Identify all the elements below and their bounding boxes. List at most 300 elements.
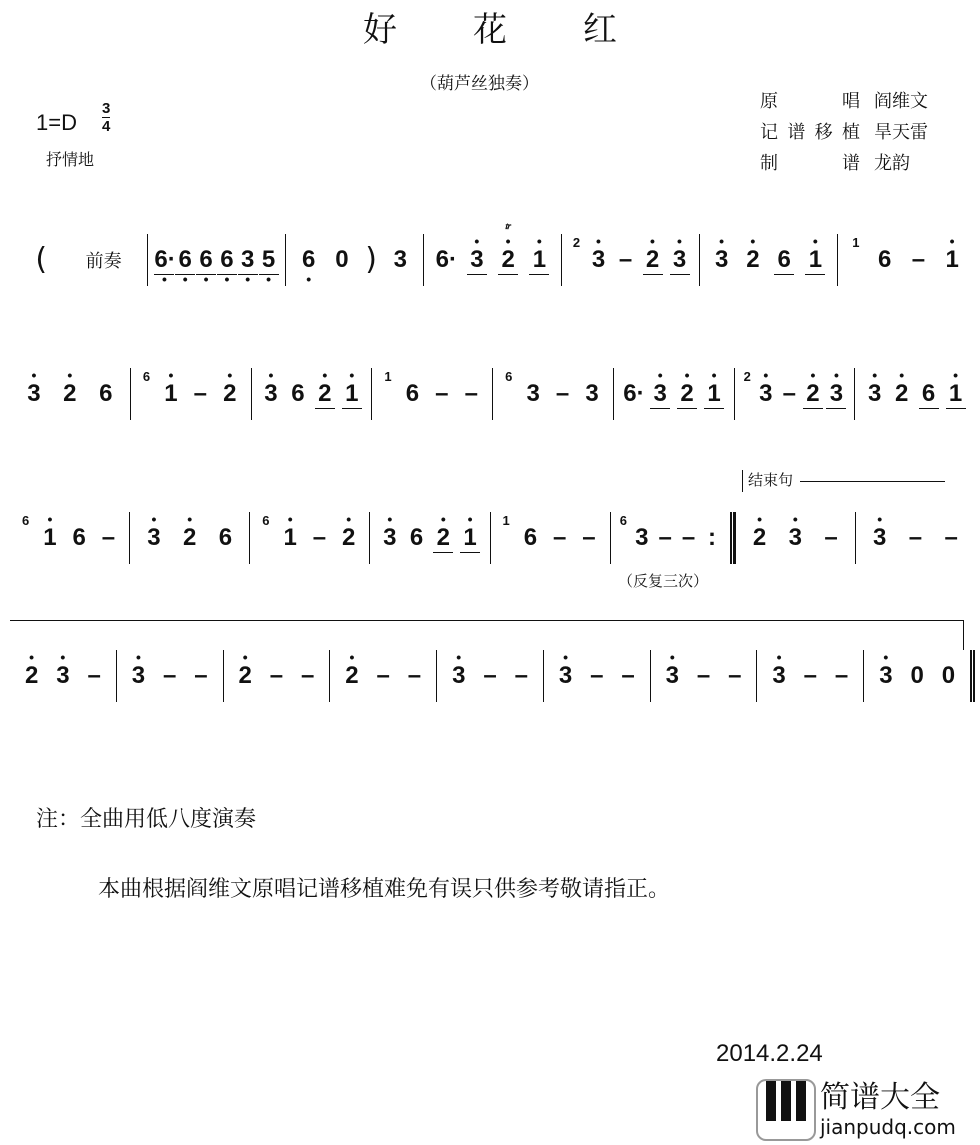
note: [523, 380, 543, 408]
piano-icon: [756, 1079, 816, 1141]
note-digit: 3: [672, 245, 687, 273]
note: [196, 245, 216, 287]
measure: [699, 234, 837, 286]
low-octave-dot: •: [266, 270, 271, 287]
note: [190, 380, 210, 408]
note: [299, 246, 319, 287]
high-octave-dot: •: [31, 367, 37, 383]
high-octave-dot: •: [242, 649, 248, 665]
trill-icon: 𝆖: [505, 220, 511, 232]
note-digit: 2: [223, 380, 237, 407]
note-digit: 2: [24, 662, 39, 689]
high-octave-dot: •: [650, 232, 655, 249]
note: [785, 511, 805, 552]
note-digit: –: [618, 246, 633, 273]
measure: [129, 512, 249, 564]
high-octave-dot: •: [677, 232, 682, 249]
high-octave-dot: •: [684, 366, 690, 383]
note-digit: 3: [653, 379, 667, 407]
note: [298, 662, 318, 690]
ending-bracket: [800, 481, 945, 482]
high-octave-dot: •: [792, 511, 798, 527]
measure: [854, 368, 975, 420]
measure: [650, 650, 757, 702]
note-digit: –: [824, 524, 838, 551]
credit-label: 原唱: [760, 91, 860, 112]
note: [800, 662, 820, 690]
note-digit: –: [555, 380, 570, 407]
measure: [837, 234, 975, 286]
note-digit: –: [312, 524, 327, 551]
high-octave-dot: •: [47, 511, 53, 527]
note-digit: 6: [218, 524, 233, 551]
key-signature: 1=D: [36, 110, 77, 135]
note: [217, 245, 237, 287]
note: [589, 233, 609, 274]
note-digit: 6: [72, 524, 86, 551]
note-digit: –: [621, 662, 635, 689]
note: [407, 524, 427, 552]
note: [175, 245, 195, 287]
note-digit: –: [590, 662, 604, 689]
note: [259, 245, 279, 287]
note-digit: 1: [707, 379, 721, 407]
note: [876, 649, 896, 690]
high-octave-dot: •: [349, 366, 355, 383]
high-octave-dot: •: [60, 649, 66, 665]
measure: [855, 512, 975, 564]
high-octave-dot: •: [474, 232, 480, 249]
note-digit: 5: [261, 245, 276, 273]
note-digit: 6: [777, 245, 791, 273]
logo-url: jianpudq.com: [820, 1115, 956, 1139]
note-digit: 2: [63, 380, 77, 407]
note-digit: 2: [645, 245, 660, 273]
note-digit: 2: [238, 662, 252, 689]
note: [53, 649, 73, 690]
high-octave-dot: •: [669, 649, 675, 665]
disclaimer: 本曲根据阎维文原唱记谱移植难免有误只供参考敬请指正。: [98, 877, 671, 902]
high-octave-dot: •: [899, 367, 905, 383]
note-digit: –: [911, 246, 926, 273]
credit-value: 龙韵: [874, 153, 910, 174]
grace-note: 1: [852, 235, 860, 250]
note: [40, 511, 60, 552]
note: [875, 246, 895, 274]
note-digit: 2: [182, 524, 197, 551]
high-octave-dot: •: [287, 511, 293, 527]
note-digit: –: [944, 524, 958, 551]
note-digit: 3: [241, 245, 255, 273]
note: [288, 380, 308, 408]
measure: [10, 368, 130, 420]
note: [180, 511, 200, 552]
note-digit: 3: [383, 524, 397, 551]
high-octave-dot: •: [467, 510, 473, 527]
measure: [329, 650, 436, 702]
note: [380, 511, 400, 552]
note: [235, 649, 255, 690]
note: [919, 380, 939, 409]
note: [339, 511, 359, 552]
measure: [423, 220, 561, 286]
measure: [543, 650, 650, 702]
date: 2014.2.24: [716, 1040, 823, 1067]
note-digit: 6·: [623, 380, 645, 407]
note-digit: 3: [585, 380, 599, 407]
note-digit: 6: [199, 245, 213, 273]
note-digit: –: [464, 380, 478, 407]
note: [803, 366, 823, 409]
high-octave-dot: •: [268, 367, 274, 383]
note-digit: 1: [532, 245, 547, 273]
measure: [436, 650, 543, 702]
high-octave-dot: •: [440, 510, 446, 527]
note: [390, 246, 410, 274]
high-octave-dot: •: [711, 366, 717, 383]
note: [650, 366, 670, 409]
note-digit: 3: [393, 246, 407, 273]
measure: [10, 512, 129, 564]
high-octave-dot: •: [657, 366, 663, 383]
note-digit: 3: [635, 524, 649, 551]
note: [579, 524, 599, 552]
note-digit: 3: [788, 524, 802, 551]
note: [892, 367, 912, 408]
note-digit: 1: [283, 524, 297, 551]
note: [84, 662, 104, 690]
credit-row: [760, 148, 928, 179]
note: [436, 246, 456, 274]
note: [154, 245, 176, 287]
note: [618, 662, 638, 690]
note-digit: 6: [291, 380, 305, 407]
measure: [492, 368, 613, 420]
high-octave-dot: •: [505, 232, 511, 249]
time-bottom: 4: [102, 118, 111, 135]
note: [315, 366, 335, 409]
credit-label: 制谱: [760, 153, 860, 174]
staff-line-4: [10, 650, 975, 702]
note: [643, 232, 663, 275]
measure: [371, 368, 492, 420]
note: [908, 246, 928, 274]
note-digit: –: [435, 380, 449, 407]
note-digit: –: [782, 380, 797, 407]
high-octave-dot: •: [67, 367, 73, 383]
note: [865, 367, 885, 408]
high-octave-dot: •: [776, 649, 782, 665]
note-digit: 1: [43, 524, 57, 551]
grace-note: 6: [619, 513, 627, 528]
high-octave-dot: •: [750, 233, 756, 249]
note-digit: 6: [409, 524, 424, 551]
note: [24, 367, 44, 408]
grace-note: 2: [743, 369, 751, 384]
note: [144, 511, 164, 552]
note: [215, 524, 235, 552]
score-title: [0, 2, 980, 51]
note: [750, 511, 770, 552]
note-digit: 2: [345, 662, 359, 689]
note-digit: 2: [752, 524, 767, 551]
note-digit: –: [376, 662, 390, 689]
note: [550, 524, 570, 552]
time-top: 3: [102, 100, 111, 117]
note-digit: 3: [759, 380, 773, 407]
staff-line-2: [10, 368, 975, 420]
high-octave-dot: •: [563, 649, 568, 665]
note-digit: 6: [99, 380, 113, 407]
credits: [760, 86, 928, 179]
low-octave-dot: •: [306, 271, 312, 287]
note: [160, 662, 180, 690]
note-digit: 3: [526, 380, 540, 407]
note-digit: –: [582, 524, 596, 551]
note: [702, 524, 722, 552]
note-digit: –: [696, 662, 711, 689]
high-octave-dot: •: [953, 366, 958, 383]
note: [821, 524, 841, 552]
note-digit: 6: [405, 380, 420, 407]
note: [467, 232, 487, 275]
note: [832, 662, 852, 690]
note: [342, 649, 362, 690]
note: [511, 662, 531, 690]
measure: [285, 234, 423, 286]
note-digit: 2: [501, 245, 515, 273]
time-signature: [102, 100, 110, 135]
note-digit: 3: [873, 524, 887, 551]
note: [694, 662, 714, 690]
note: [907, 662, 927, 690]
note-digit: 1: [463, 523, 477, 551]
note-digit: 2: [894, 380, 909, 407]
ending-bracket-end: [963, 620, 964, 650]
note: [280, 511, 300, 552]
measure: [147, 234, 285, 286]
note: [774, 246, 794, 275]
note: [655, 524, 675, 552]
high-octave-dot: •: [227, 367, 233, 383]
note-digit: :: [708, 524, 717, 551]
note: [161, 367, 181, 408]
note-digit: 6: [178, 245, 192, 273]
measure: [756, 650, 863, 702]
note: [98, 524, 118, 552]
note-digit: –: [483, 662, 497, 689]
note: [805, 232, 825, 275]
note: [432, 380, 452, 408]
note: [679, 524, 699, 552]
note-digit: 2: [806, 379, 820, 407]
credit-row: [760, 86, 928, 117]
credit-row: [760, 117, 928, 148]
note: [332, 246, 352, 274]
note: [623, 380, 643, 408]
note-digit: 6: [220, 245, 234, 273]
measure: [613, 368, 734, 420]
high-octave-dot: •: [872, 367, 878, 383]
measure: [10, 234, 147, 286]
high-octave-dot: •: [596, 233, 601, 249]
note: [480, 662, 500, 690]
high-octave-dot: •: [349, 649, 355, 665]
note-digit: –: [194, 662, 208, 689]
low-octave-dot: •: [182, 270, 188, 287]
note-digit: 1: [808, 245, 823, 273]
note-digit: 2: [318, 379, 332, 407]
high-octave-dot: •: [812, 232, 818, 249]
note-digit: –: [269, 662, 284, 689]
high-octave-dot: •: [151, 511, 157, 527]
note-digit: –: [407, 662, 422, 689]
grace-note: 6: [142, 369, 151, 384]
note: [756, 367, 776, 408]
note-digit: 2: [342, 524, 356, 551]
title-char: 好: [363, 10, 397, 50]
site-logo: [756, 1078, 978, 1142]
note: [191, 662, 211, 690]
note: [616, 246, 636, 274]
note: [942, 233, 962, 274]
note-digit: 3: [772, 662, 786, 689]
note-digit: 6·: [154, 245, 176, 273]
note: [238, 245, 258, 287]
credit-label: 记谱移植: [760, 122, 860, 143]
note-digit: 1: [345, 379, 359, 407]
note-digit: 2: [680, 379, 694, 407]
measure: [735, 512, 855, 564]
footnote: 注：全曲用低八度演奏: [36, 807, 257, 832]
subtitle: （葫芦丝独奏）: [420, 74, 539, 94]
note: [433, 510, 453, 553]
high-octave-dot: •: [187, 511, 193, 527]
high-octave-dot: •: [456, 649, 462, 665]
note-digit: –: [658, 524, 672, 551]
measure: [249, 512, 369, 564]
grace-note: 6: [505, 369, 513, 384]
low-octave-dot: •: [224, 270, 230, 287]
ending-label: 结束句: [742, 470, 793, 492]
note-digit: –: [162, 662, 177, 689]
note-digit: 3: [829, 379, 844, 407]
note-digit: –: [908, 524, 923, 551]
high-octave-dot: •: [346, 511, 352, 527]
note-digit: 1: [948, 379, 963, 407]
measure: [863, 650, 975, 702]
high-octave-dot: •: [322, 366, 328, 383]
note-digit: –: [834, 662, 849, 689]
measure: [116, 650, 223, 702]
note: [826, 366, 846, 409]
tempo-mood: 抒情地: [46, 150, 95, 169]
measure: [130, 368, 251, 420]
note: [938, 662, 958, 690]
high-octave-dot: •: [883, 649, 889, 665]
note: [556, 649, 576, 690]
note: [743, 233, 763, 274]
note-digit: 1: [945, 246, 959, 273]
note-digit: –: [193, 380, 208, 407]
note-digit: 6: [877, 246, 892, 273]
note: [520, 524, 540, 552]
note: [553, 380, 573, 408]
note: [725, 662, 745, 690]
note: [587, 662, 607, 690]
note-digit: 3: [452, 662, 466, 689]
intro-label: 前奏: [85, 251, 122, 272]
note-digit: 6·: [435, 246, 457, 273]
note: [632, 524, 652, 552]
high-octave-dot: •: [387, 511, 393, 527]
note-digit: 3: [27, 380, 41, 407]
note-digit: 0: [910, 662, 924, 689]
note-digit: 3: [131, 662, 146, 689]
note-digit: 3: [470, 245, 484, 273]
note: [266, 662, 286, 690]
note-digit: 3: [558, 662, 573, 689]
high-octave-dot: •: [536, 232, 542, 249]
note-digit: –: [514, 662, 528, 689]
high-octave-dot: •: [135, 649, 141, 665]
low-octave-dot: •: [203, 270, 209, 287]
measure: [734, 368, 855, 420]
credit-value: 阎维文: [874, 91, 928, 112]
note: [905, 524, 925, 552]
high-octave-dot: •: [834, 366, 839, 383]
grace-note: 1: [384, 369, 392, 384]
measure: [10, 650, 116, 702]
high-octave-dot: •: [949, 233, 955, 249]
note: [870, 511, 890, 552]
note-digit: 3: [591, 246, 606, 273]
measure: [490, 512, 610, 564]
parenthesis: (: [35, 242, 48, 277]
measure: [610, 512, 735, 564]
high-octave-dot: •: [29, 649, 35, 665]
note: [261, 367, 281, 408]
note: [22, 649, 42, 690]
note-digit: –: [681, 524, 696, 551]
credit-value: 旱天雷: [874, 122, 928, 143]
grace-note: 6: [22, 513, 30, 528]
note: [662, 649, 682, 690]
note: [946, 366, 966, 409]
high-octave-dot: •: [877, 511, 883, 527]
note-digit: 6: [523, 524, 538, 551]
staff-line-1: [10, 220, 975, 287]
staff-line-3: [10, 512, 975, 564]
ending-bracket: [10, 620, 963, 621]
low-octave-dot: •: [245, 270, 251, 287]
note-digit: 1: [164, 380, 178, 407]
note-digit: 3: [714, 246, 729, 273]
note: [941, 524, 961, 552]
note: [128, 649, 148, 690]
note-digit: 3: [868, 380, 882, 407]
note: [670, 232, 690, 275]
measure: [561, 234, 699, 286]
note-digit: 2: [436, 523, 450, 551]
note: [373, 662, 393, 690]
note: [404, 662, 424, 690]
note-digit: 6: [301, 246, 316, 273]
title-char: 花: [473, 10, 507, 50]
note: [779, 380, 799, 408]
measure: [223, 650, 330, 702]
measure: [251, 368, 372, 420]
